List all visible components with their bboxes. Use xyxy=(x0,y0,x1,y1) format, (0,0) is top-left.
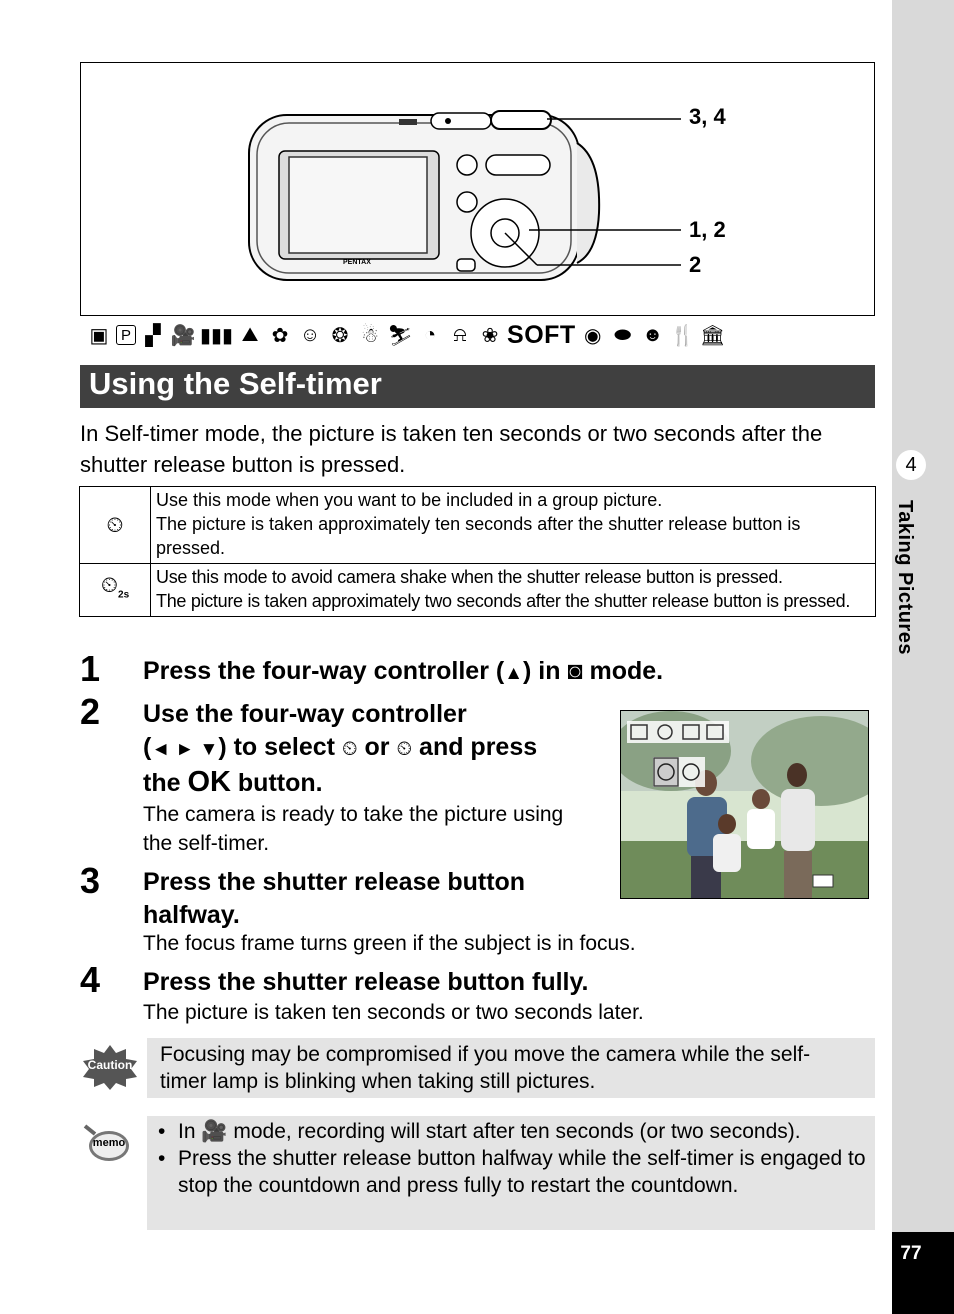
chapter-number: 4 xyxy=(896,450,926,480)
step-number: 2 xyxy=(80,691,101,732)
soft-mode-label: SOFT xyxy=(507,320,576,349)
food-icon: 🍴 xyxy=(670,324,696,347)
mode-description: Use this mode when you want to be included in a group picture. The picture is taken approximately ten seconds after the shutter release button is pressed. xyxy=(151,487,876,564)
self-portrait-icon: ☻ xyxy=(642,323,664,346)
callout-four-way-controller: 1, 2 xyxy=(689,217,726,242)
camera-back-illustration xyxy=(81,63,876,317)
self-timer-modes-table xyxy=(79,486,876,617)
table-row xyxy=(80,564,876,617)
step-number: 1 xyxy=(80,648,101,689)
still-camera-icon: ◙ xyxy=(567,657,583,685)
self-timer-2s-icon: $⏲_{2s}$ xyxy=(80,564,151,617)
kids-icon: ❀ xyxy=(481,324,499,347)
self-timer-10s-icon: ⏲ xyxy=(341,738,358,760)
surf-snow-icon: ❂ xyxy=(331,324,349,347)
portrait-icon: ☺ xyxy=(299,323,321,346)
callout-shutter-button: 3, 4 xyxy=(689,104,726,129)
step-1-title: Press the four-way controller (▲) in ◙ mode. xyxy=(143,657,664,685)
snow-icon: ☃ xyxy=(361,324,379,347)
list-item: • Press the shutter release button halfway while the self-timer is engaged to stop the countdown and press fully to restart the countdown. xyxy=(158,1147,866,1197)
caution-icon: Caution xyxy=(81,1043,139,1091)
lcd-preview-image xyxy=(620,710,869,899)
camera-diagram xyxy=(80,62,875,316)
night-scene-icon: ▞ xyxy=(145,324,161,347)
intro-paragraph: In Self-timer mode, the picture is taken ten seconds or two seconds after the shutter release button is pressed. xyxy=(80,421,823,477)
movie-icon: 🎥 xyxy=(201,1120,228,1143)
step-3-body: The focus frame turns green if the subject is in focus. xyxy=(143,932,636,955)
auto-picture-icon: ▣ xyxy=(89,324,109,347)
ok-icon: OK xyxy=(187,766,231,798)
section-title: Using the Self-timer xyxy=(89,366,382,401)
step-4-title: Press the shutter release button fully. xyxy=(143,968,589,996)
step-2-title: Use the four-way controller (◄ ► ▼) to select ⏲ or ⏲ and press the OK button. xyxy=(143,700,538,798)
step-2-body: The camera is ready to take the picture using the self-timer. xyxy=(143,803,564,855)
step-number: 3 xyxy=(80,860,101,901)
self-timer-2s-icon: ⏲ xyxy=(396,738,413,760)
caution-text: Focusing may be compromised if you move the camera while the self-timer lamp is blinking when taking still pictures. xyxy=(160,1043,811,1093)
memo-box xyxy=(147,1116,875,1230)
movie-icon: 🎥 xyxy=(170,324,196,347)
sport-icon: ⛷ xyxy=(387,324,413,347)
mode-description: Use this mode to avoid camera shake when the shutter release button is pressed. The picture is taken approximately two seconds after the shutter release button is pressed. xyxy=(151,564,876,617)
svg-text:PENTAX: PENTAX xyxy=(343,259,371,266)
self-timer-10s-icon: ⏲ xyxy=(80,487,151,564)
step-number: 4 xyxy=(80,959,101,1000)
applicable-modes-row xyxy=(86,320,876,350)
table-row xyxy=(80,487,876,564)
digital-filter-icon: ⬬ xyxy=(614,323,632,346)
museum-icon: 🏛 xyxy=(700,324,726,347)
step-4-body: The picture is taken ten seconds or two seconds later. xyxy=(143,1001,644,1024)
memo-icon: memo xyxy=(81,1120,131,1166)
pet-icon-2: ⍾ xyxy=(453,323,467,346)
list-item: • In 🎥 mode, recording will start after ten seconds (or two seconds). xyxy=(158,1120,801,1143)
callout-ok-button: 2 xyxy=(689,252,702,277)
pet-icon: ◔ xyxy=(423,323,437,346)
frame-composite-icon: ◉ xyxy=(583,324,602,347)
panorama-icon: ▮▮▮ xyxy=(200,324,234,347)
flower-icon: ✿ xyxy=(271,324,289,347)
page-number: 77 xyxy=(900,1243,922,1264)
chapter-title: Taking Pictures xyxy=(894,500,916,655)
caution-box xyxy=(147,1038,875,1098)
step-3-title: Press the shutter release button halfway. xyxy=(143,868,526,929)
p-mode-icon: P xyxy=(116,325,136,345)
landscape-icon: ⛰ xyxy=(241,323,259,346)
